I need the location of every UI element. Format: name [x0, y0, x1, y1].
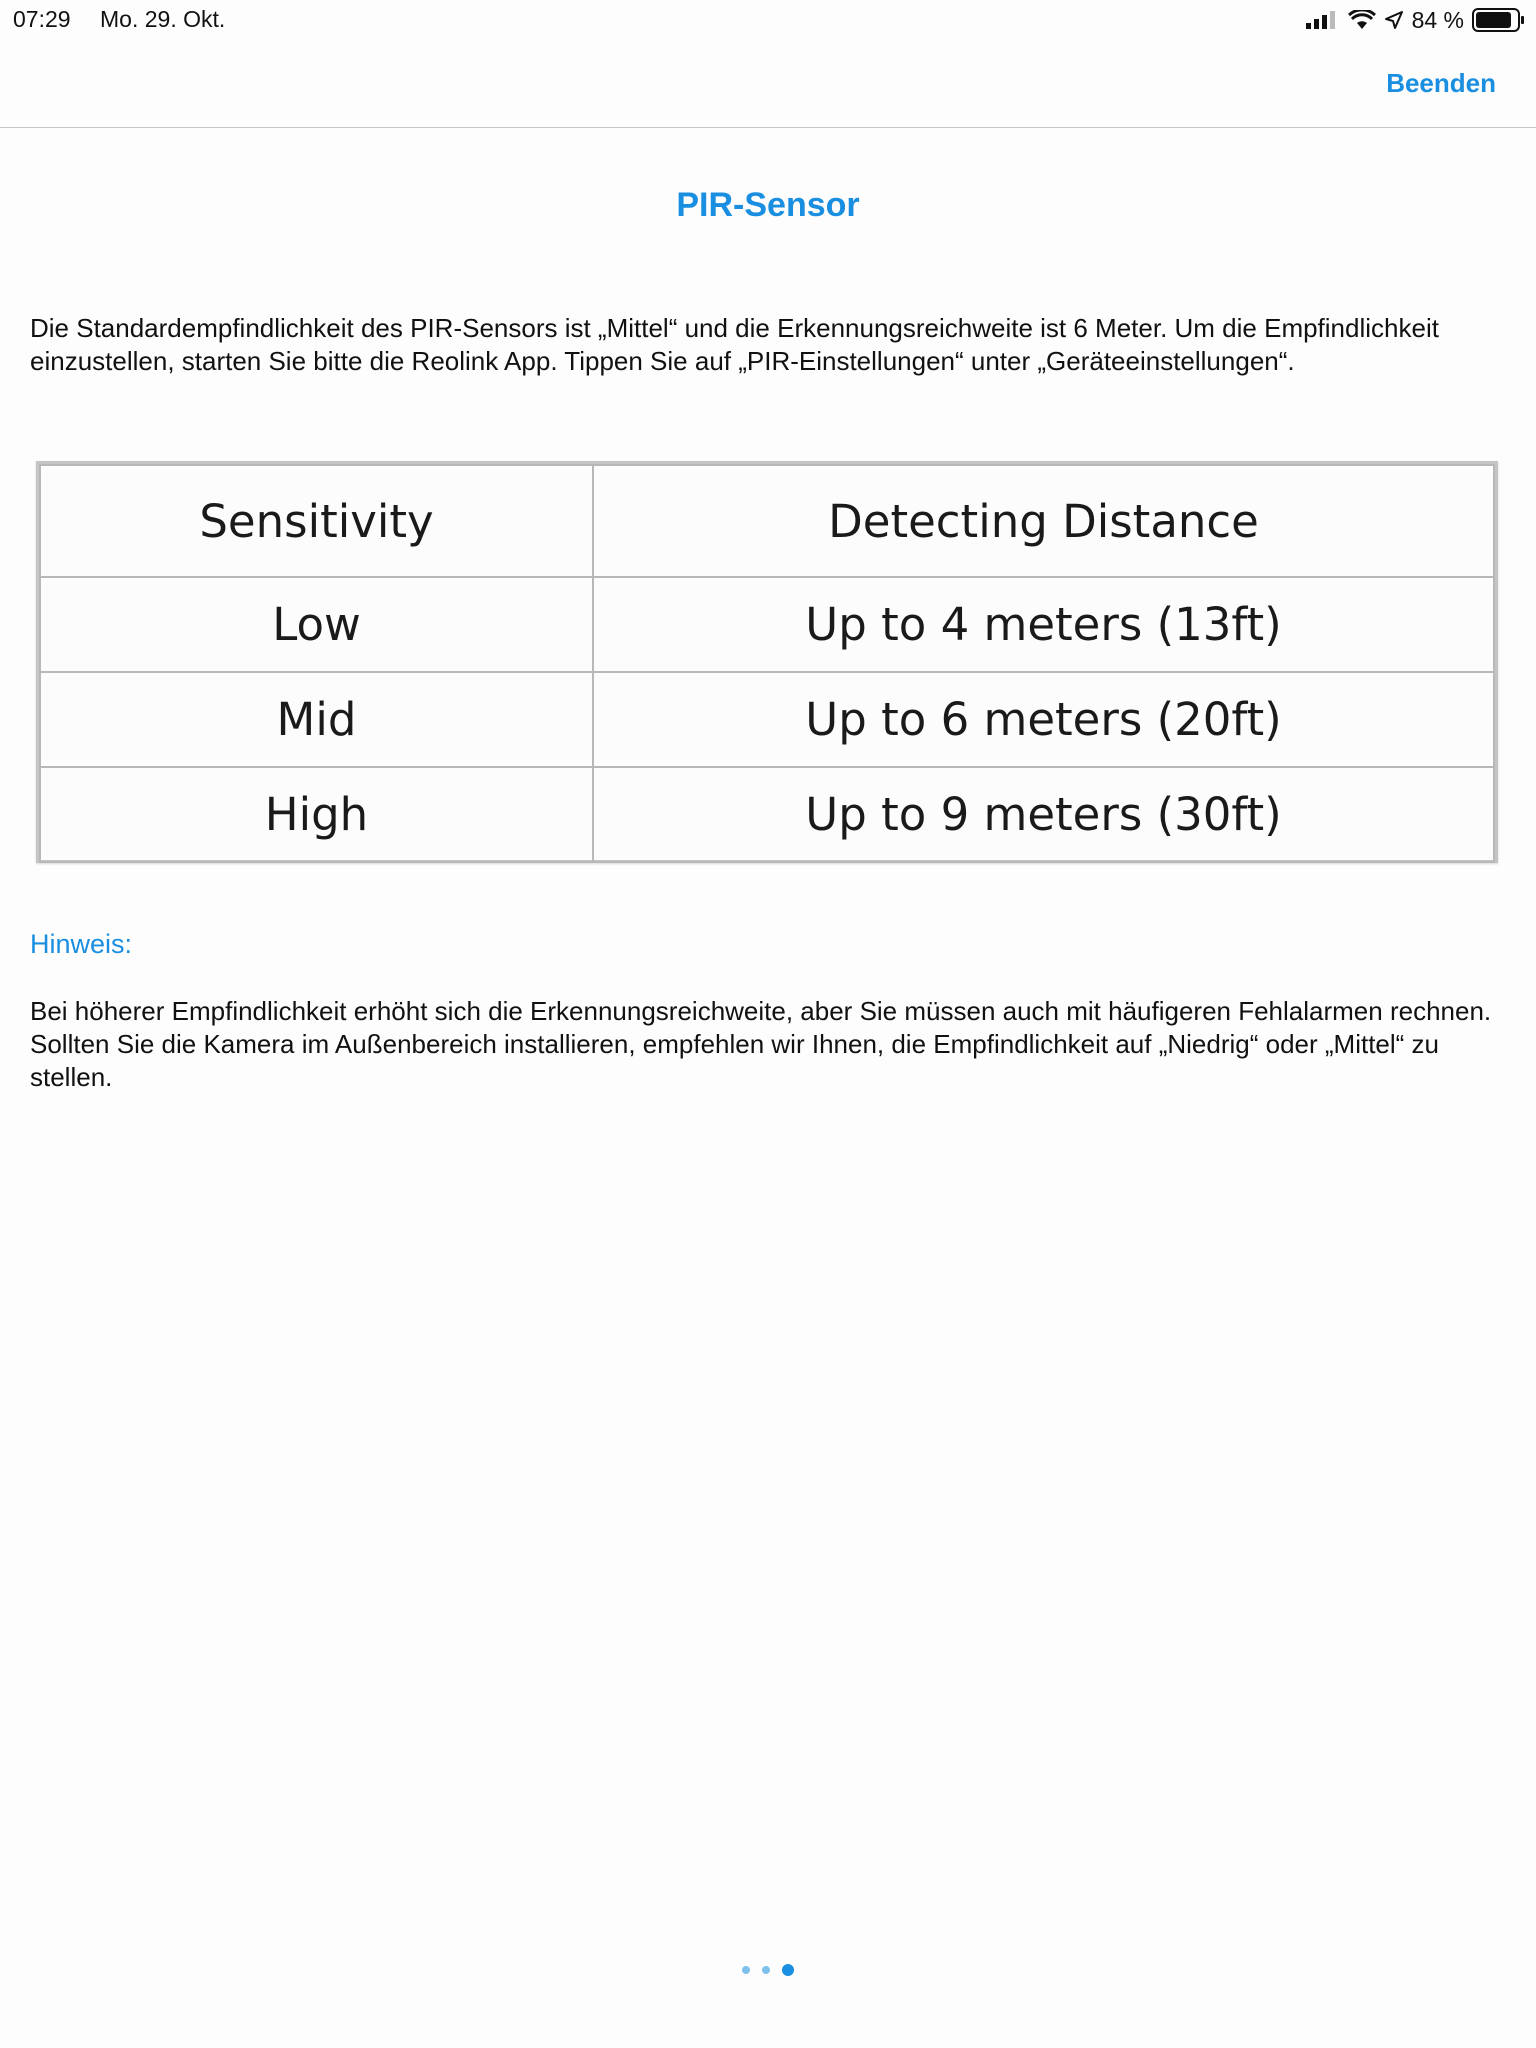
status-indicators: [1306, 6, 1526, 34]
page-dot-active[interactable]: [782, 1964, 794, 1976]
signal-icon: [1306, 11, 1340, 29]
page-title: PIR-Sensor: [676, 186, 860, 224]
page-dot[interactable]: [742, 1966, 750, 1974]
sensitivity-table: [39, 464, 1495, 863]
status-bar: [0, 0, 1536, 40]
table-header-cell: Detecting Distance: [593, 465, 1494, 577]
done-button[interactable]: Beenden: [1386, 68, 1496, 98]
table-cell: Up to 4 meters (13ft): [593, 577, 1494, 672]
page-dot[interactable]: [762, 1966, 770, 1974]
note-label: Hinweis:: [30, 929, 133, 959]
location-arrow-icon: [1384, 10, 1404, 30]
sensitivity-table-image: [36, 461, 1498, 863]
intro-paragraph: Die Standardempfindlichkeit des PIR-Sensors ist „Mittel“ und die Erkennungsreichweite ist 6 Meter. Um die Empfindlichkeit einzustellen, starten Sie bitte die Reolink App. Tippen Sie auf „PIR-Einstellungen“ unter „Geräteeinstellungen“.: [30, 313, 1439, 376]
table-row: [40, 577, 1494, 672]
status-date: Mo. 29. Okt.: [100, 6, 226, 32]
navigation-bar: [0, 40, 1536, 128]
page-indicator[interactable]: [0, 1960, 1536, 1980]
battery-icon: [1472, 7, 1526, 33]
note-paragraph: Bei höherer Empfindlichkeit erhöht sich die Erkennungsreichweite, aber Sie müssen auch mit häufigeren Fehlalarmen rechnen. Sollten Sie die Kamera im Außenbereich installieren, empfehlen wir Ihnen, die Empfindlichkeit auf „Niedrig“ oder „Mittel“ zu stellen.: [30, 996, 1492, 1092]
table-cell: High: [40, 767, 593, 862]
table-cell: Up to 6 meters (20ft): [593, 672, 1494, 767]
battery-percentage: 84 %: [1411, 6, 1464, 33]
status-time: 07:29: [13, 6, 71, 32]
table-row: [40, 672, 1494, 767]
wifi-icon: [1348, 10, 1376, 30]
table-cell: Up to 9 meters (30ft): [593, 767, 1494, 862]
table-cell: Mid: [40, 672, 593, 767]
table-header-row: [40, 465, 1494, 577]
table-row: [40, 767, 1494, 862]
table-header-cell: Sensitivity: [40, 465, 593, 577]
table-cell: Low: [40, 577, 593, 672]
